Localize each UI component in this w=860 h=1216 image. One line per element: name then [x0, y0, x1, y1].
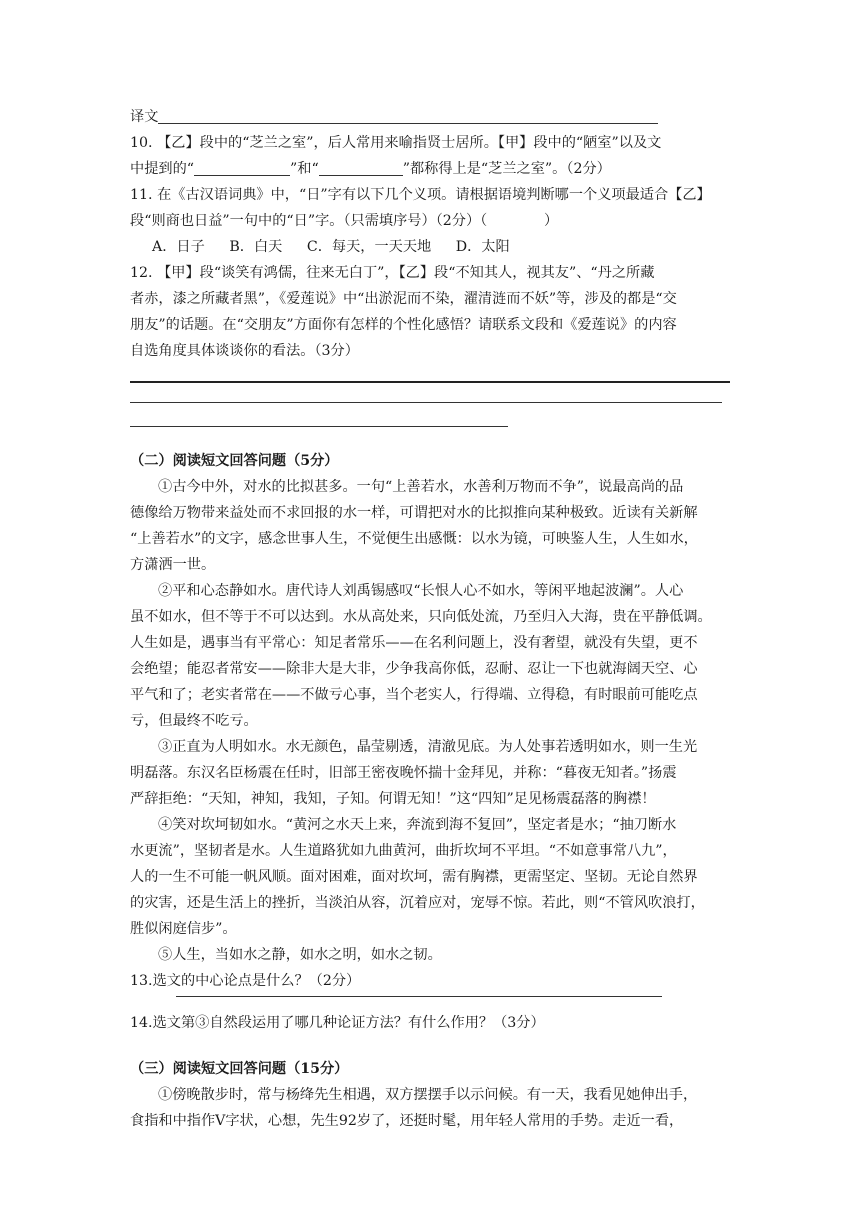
q11-option-c[interactable]: C．每天，一天天地	[306, 239, 432, 255]
s2-p1-l3: “上善若水”的文字，感念世事人生，不觉便生出感慨：以水为镜，可映鉴人生，人生如水，	[130, 531, 698, 547]
q13-answer-area[interactable]	[130, 994, 730, 1010]
s2-p4-l3: 人的一生不可能一帆风顺。面对困难，面对坎坷，需有胸襟，更需坚定、坚韧。无论自然界	[130, 869, 698, 885]
s2-p3-l2: 明磊落。东汉名臣杨震在任时，旧部王密夜晚怀揣十金拜见，并称：“暮夜无知者。”扬震	[130, 765, 677, 781]
q11-option-a[interactable]: A．日子	[152, 239, 205, 255]
s2-p4-l1: ④笑对坎坷韧如水。“黄河之水天上来，奔流到海不复回”，坚定者是水；“抽刀断水	[158, 817, 677, 833]
s2-p2-l4: 会绝望；能忍者常安——除非大是大非，少争我高你低，忍耐、忍让一下也就海阔天空、心	[130, 661, 698, 677]
q12-answer-line-2[interactable]	[130, 402, 722, 403]
q10-blank-1[interactable]	[194, 159, 290, 176]
section2-heading: （二）阅读短文回答问题（5分）	[130, 453, 339, 469]
q10-line-1: 10. 【乙】段中的“芝兰之室”，后人常用来喻指贤士居所。【甲】段中的“陋室”以及文	[130, 135, 662, 151]
section2-paragraph-2	[130, 578, 730, 734]
q11-option-b[interactable]: B．白天	[229, 239, 283, 255]
s2-p1-l1: ①古今中外，对水的比拟甚多。一句“上善若水，水善利万物而不争”，说最高尚的品	[158, 479, 684, 495]
q13-question: 13.选文的中心论点是什么？（2分）	[130, 973, 361, 989]
q12-line-1: 12. 【甲】段“谈笑有鸿儒，往来无白丁”，【乙】段“不知其人，视其友”、“丹之所藏	[130, 265, 655, 281]
s2-p4-l5: 胜似闲庭信步”。	[130, 921, 237, 937]
section3-heading: （三）阅读短文回答问题（15分）	[130, 1061, 349, 1077]
section2-paragraph-3	[130, 734, 730, 812]
section2-paragraph-4	[130, 812, 730, 942]
q10-line-2	[130, 156, 730, 182]
q9-answer-blank[interactable]	[158, 107, 658, 124]
q12-answer-line-3[interactable]	[130, 426, 508, 427]
s2-p3-l1: ③正直为人明如水。水无颜色，晶莹剔透，清澈见底。为人处事若透明如水，则一生光	[158, 739, 698, 755]
q10-blank-2[interactable]	[319, 159, 403, 176]
q11-option-d[interactable]: D．太阳	[455, 239, 510, 255]
q11-line-1: 11. 在《古汉语词典》中，“日”字有以下几个义项。请根据语境判断哪一个义项最适合【乙】	[130, 187, 711, 203]
q10-text-post: ”都称得上是“芝兰之室”。（2分）	[402, 161, 611, 177]
section2-paragraph-1	[130, 474, 730, 578]
q12-answer-area[interactable]	[130, 364, 730, 444]
q12-line-2: 者赤，漆之所藏者黑”，《爱莲说》中“出淤泥而不染，濯清涟而不妖”等，涉及的都是“交	[130, 291, 677, 307]
q10-text-mid: ”和“	[290, 161, 319, 177]
q9-label: 译文	[130, 109, 159, 125]
q11-line-2: 段“则商也日益”一句中的“日”字。（只需填序号）（2分）（ ）	[130, 213, 559, 229]
section2-paragraph-5	[130, 942, 730, 968]
s2-p2-l6: 亏，但最终不吃亏。	[130, 713, 258, 729]
s2-p2-l5: 平气和了；老实者常在——不做亏心事，当个老实人，行得端、立得稳，有时眼前可能吃点	[130, 687, 698, 703]
q11-options	[130, 234, 730, 260]
s2-p2-l3: 人生如是，遇事当有平常心：知足者常乐——在名利问题上，没有奢望，就没有失望，更不	[130, 635, 698, 651]
s2-p4-l2: 水更流”，坚韧者是水。人生道路犹如九曲黄河，曲折坎坷不平坦。“不如意事常八九”，	[130, 843, 677, 859]
q10-text-pre: 中提到的“	[130, 161, 195, 177]
q12-line-3: 朋友”的话题。在“交朋友”方面你有怎样的个性化感悟？请联系文段和《爱莲说》的内容	[130, 317, 677, 333]
q9-translation-row	[130, 104, 730, 130]
s2-p3-l3: 严辞拒绝：“天知，神知，我知，子知。何谓无知！”这“四知”足见杨震磊落的胸襟！	[130, 791, 656, 807]
q12-line-4: 自选角度具体谈谈你的看法。（3分）	[130, 343, 359, 359]
s2-p2-l1: ②平和心态静如水。唐代诗人刘禹锡感叹“长恨人心不如水，等闲平地起波澜”。人心	[158, 583, 684, 599]
s2-p2-l2: 虽不如水，但不等于不可以达到。水从高处来，只向低处流，乃至归入大海，贵在平静低调。	[130, 609, 712, 625]
exam-page	[130, 104, 730, 1134]
q12-answer-line-1[interactable]	[130, 381, 730, 383]
s3-p1-l2: 食指和中指作V字状，心想，先生92岁了，还挺时髦，用年轻人常用的手势。走近一看，	[130, 1113, 684, 1129]
s2-p4-l4: 的灾害，还是生活上的挫折，当淡泊从容，沉着应对，宠辱不惊。若此，则“不管风吹浪打，	[130, 895, 705, 911]
s2-p5-l1: ⑤人生，当如水之静，如水之明，如水之韧。	[158, 947, 442, 963]
s2-p1-l2: 德像给万物带来益处而不求回报的水一样，可谓把对水的比拟推向某种极致。近读有关新解	[130, 505, 698, 521]
q14-question: 14.选文第③自然段运用了哪几种论证方法？有什么作用？（3分）	[130, 1015, 545, 1031]
s3-p1-l1: ①傍晚散步时，常与杨绛先生相遇，双方摆摆手以示问候。有一天，我看见她伸出手，	[158, 1087, 698, 1103]
s2-p1-l4: 方潇洒一世。	[130, 557, 216, 573]
q13-answer-line[interactable]	[176, 996, 662, 997]
